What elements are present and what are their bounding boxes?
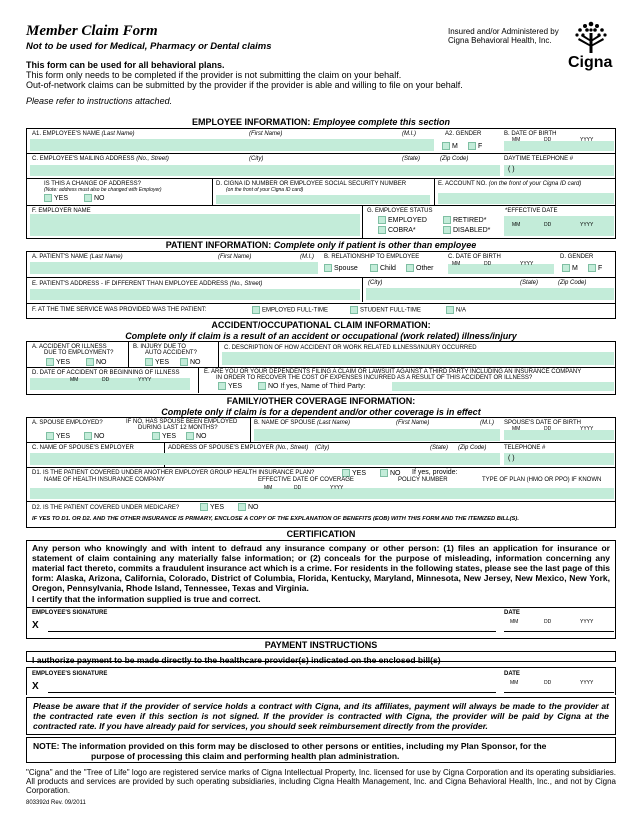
third-party-name-field[interactable] [392, 382, 614, 391]
relationship-spouse[interactable]: Spouse [324, 264, 358, 272]
mi-label: (M.I.) [402, 131, 416, 137]
certification-title: CERTIFICATION [26, 527, 616, 540]
employee-name-label: A1. EMPLOYEE'S NAME (Last Name) [32, 131, 135, 137]
sdob-yyyy: YYYY [580, 426, 594, 432]
first-name-label: (First Name) [249, 131, 283, 137]
patient-address-field[interactable] [30, 289, 360, 300]
mailing-address-label: C. EMPLOYEE'S MAILING ADDRESS (No., Street) [32, 156, 169, 162]
effective-coverage-label: EFFECTIVE DATE OF COVERAGE [258, 477, 354, 483]
third-party-label: E. ARE YOU OR YOUR DEPENDENTS FILING A CLAIM OR LAWSUIT AGAINST A THIRD PARTY INCLUDING AN INSURANCE COMPANY [204, 369, 582, 375]
accident-section-title: ACCIDENT/OCCUPATIONAL CLAIM INFORMATION: Complete only if claim is a result of an accident or occupational (work related) illness/injury [26, 318, 616, 341]
effective-date-label: *EFFECTIVE DATE [505, 208, 558, 214]
accident-b-label-2: AUTO ACCIDENT? [145, 350, 197, 356]
gender-m[interactable]: M [442, 142, 458, 150]
sdob-dd: DD [544, 426, 552, 432]
acc-yyyy: YYYY [138, 377, 152, 383]
signature-label: EMPLOYEE'S SIGNATURE [32, 610, 108, 616]
pay-mm: MM [510, 680, 519, 686]
gender-f[interactable]: F [468, 142, 482, 150]
cov-dd: DD [294, 485, 302, 491]
patient-dob-field[interactable] [448, 264, 554, 274]
patient-city-field[interactable] [366, 288, 614, 300]
zip-label: (Zip Code) [440, 156, 469, 162]
patient-state-label: (State) [520, 280, 539, 286]
pay-dd: DD [544, 680, 552, 686]
patient-gender-label: D. GENDER [560, 254, 594, 260]
status-cobra[interactable]: COBRA* [378, 226, 416, 234]
change-address-no[interactable]: NO [84, 194, 105, 202]
accident-b-yes[interactable]: YES [145, 358, 169, 366]
tree-of-life-icon [566, 18, 616, 58]
policy-number-label: POLICY NUMBER [398, 477, 448, 483]
cov-mm: MM [264, 485, 273, 491]
family-section-title: FAMILY/OTHER COVERAGE INFORMATION: Complete only if claim is for a dependent and/or other coverage is in effect [26, 394, 616, 417]
accident-date-label: D. DATE OF ACCIDENT OR BEGINNING OF ILLNESS [32, 370, 180, 376]
spouse-name-field[interactable] [254, 429, 500, 441]
spouse-dob-field[interactable] [504, 430, 614, 440]
account-label: E. ACCOUNT NO. (on the front of your Cigna ID card) [438, 181, 582, 187]
form-subtitle: Not to be used for Medical, Pharmacy or Dental claims [26, 41, 272, 52]
accident-description-label: C. DESCRIPTION OF HOW ACCIDENT OR WORK RELATED ILLNESS/INJURY OCCURRED [224, 345, 477, 351]
accident-a-yes[interactable]: YES [46, 358, 70, 366]
pdob-yyyy: YYYY [520, 261, 534, 267]
patient-gender-m[interactable]: M [562, 264, 578, 272]
patient-gender-f[interactable]: F [588, 264, 602, 272]
dob-mm: MM [512, 137, 521, 143]
cigna-logo [566, 18, 616, 73]
certify-statement: I certify that the information supplied is true and correct. [32, 594, 261, 604]
note-line-2: purpose of processing this claim and performing health plan administration. [91, 751, 400, 761]
relationship-label: B. RELATIONSHIP TO EMPLOYEE [324, 254, 420, 260]
spouse-employed-label: A. SPOUSE EMPLOYED? [32, 420, 103, 426]
patient-status-label: F. AT THE TIME SERVICE WAS PROVIDED WAS THE PATIENT: [32, 307, 207, 313]
spouse-mi-label: (M.I.) [480, 420, 494, 426]
se-phone-paren: ( ) [508, 455, 515, 462]
phone-label: DAYTIME TELEPHONE # [504, 156, 574, 162]
employee-name-field[interactable] [30, 139, 434, 151]
sdob-mm: MM [512, 426, 521, 432]
spouse-employer-field[interactable] [30, 453, 500, 465]
phone-field[interactable] [504, 165, 614, 176]
acc-dd: DD [102, 377, 110, 383]
employer-name-field[interactable] [30, 214, 360, 236]
other-coverage-label: D1. IS THE PATIENT COVERED UNDER ANOTHER EMPLOYER GROUP HEALTH INSURANCE PLAN? [32, 470, 315, 476]
spouse-employer-label: C. NAME OF SPOUSE'S EMPLOYER [32, 445, 134, 451]
intro-line-2: Out-of-network claims can be submitted by the provider if the provider is able and willing to file on your behalf. [26, 80, 463, 90]
status-disabled[interactable]: DISABLED* [443, 226, 490, 234]
spouse-employed-no[interactable]: NO [84, 432, 105, 440]
pay-yyyy: YYYY [580, 680, 594, 686]
legal-footer: "Cigna" and the "Tree of Life" logo are registered service marks of Cigna Intellectual Property, Inc. licensed for use by Cigna Corporation and its operating subsidiaries. All products and services are provided by such operating subsidiaries, including Cigna Health Management, Inc. and Cigna Behavioral Health, Inc., and not by Cigna Corporation. [26, 768, 616, 795]
city-label: (City) [249, 156, 264, 162]
payment-authorization: I authorize payment to be made directly to the healthcare provider(s) indicated on the enclosed bill(s) [32, 655, 441, 665]
patient-section-title: PATIENT INFORMATION: Complete only if patient is other than employee [26, 238, 616, 251]
accident-date-field[interactable] [30, 378, 190, 390]
warning-text: Please be aware that if the provider of service holds a contract with Cigna, and its affiliates, payment will always be made to the provider at the contracted rate even if this section is not signed. If the provider is contracted with Cigna, the provider will be paid by Cigna at the contracted rate. If you have already paid for services, you should seek reimbursement directly from the provider. [33, 701, 609, 731]
relationship-child[interactable]: Child [370, 264, 396, 272]
patient-city-label: (City) [368, 280, 383, 286]
pdob-mm: MM [452, 261, 461, 267]
spouse-12mo-yes[interactable]: YES [152, 432, 176, 440]
warning-box [26, 697, 616, 735]
spouse-name-label: B. NAME OF SPOUSE (Last Name) [254, 420, 351, 426]
accident-a-no[interactable]: NO [86, 358, 107, 366]
signature-line[interactable] [48, 631, 496, 632]
eff-dd: DD [544, 222, 552, 228]
patient-student-ft[interactable]: STUDENT FULL-TIME [350, 306, 421, 315]
patient-dob-label: C. DATE OF BIRTH [448, 254, 501, 260]
accident-description-field[interactable] [222, 352, 614, 365]
patient-na[interactable]: N/A [446, 306, 466, 315]
change-address-label: IS THIS A CHANGE OF ADDRESS? [44, 181, 141, 187]
third-party-no[interactable]: NO If yes, Name of Third Party: [258, 382, 366, 390]
se-zip-label: (Zip Code) [458, 445, 487, 451]
sig-yyyy: YYYY [580, 619, 594, 625]
change-address-yes[interactable]: YES [44, 194, 68, 202]
intro-bold: This form can be used for all behavioral plans. [26, 60, 225, 70]
relationship-other[interactable]: Other [406, 264, 434, 272]
dob-dd: DD [544, 137, 552, 143]
cigna-id-field[interactable] [216, 195, 430, 204]
change-address-note: (Note: address must also be changed with Employer) [44, 187, 162, 193]
mailing-address-field[interactable] [30, 165, 500, 176]
eob-note: IF YES TO D1. OR D2. AND THE OTHER INSURANCE IS PRIMARY, ENCLOSE A COPY OF THE EXPLANATION OF BENEFITS (EOB) WITH THIS FORM AND THE ITEMIZED BILL(S). [32, 516, 519, 522]
spouse-employer-address-label: ADDRESS OF SPOUSE'S EMPLOYER (No., Street) (City) [168, 445, 330, 451]
medicare-label: D2. IS THE PATIENT COVERED UNDER MEDICARE? [32, 505, 180, 511]
note-box [26, 737, 616, 763]
signature-date-line[interactable] [504, 631, 614, 632]
other-coverage-yes[interactable]: YES [342, 469, 366, 477]
employee-section-title: EMPLOYEE INFORMATION: Employee complete this section [26, 116, 616, 128]
medicare-yes[interactable]: YES [200, 503, 224, 511]
medicare-no[interactable]: NO [238, 503, 259, 511]
patient-address-label: E. PATIENT'S ADDRESS - IF DIFFERENT THAN EMPLOYEE ADDRESS (No., Street) [32, 281, 263, 287]
dob-yyyy: YYYY [580, 137, 594, 143]
sig-mm: MM [510, 619, 519, 625]
accident-b-no[interactable]: NO [180, 358, 201, 366]
spouse-employer-phone-label: TELEPHONE # [504, 445, 546, 451]
payment-title: PAYMENT INSTRUCTIONS [26, 638, 616, 651]
spouse-employed-q1: IF NO, HAS SPOUSE BEEN EMPLOYED [126, 419, 238, 425]
dob-label: B. DATE OF BIRTH [504, 131, 557, 137]
third-party-label-2: IN ORDER TO RECOVER THE COST OF EXPENSES INCURRED AS A RESULT OF THIS ACCIDENT OR ILLNESS? [216, 375, 533, 381]
eff-mm: MM [512, 222, 521, 228]
certification-text: Any person who knowingly and with intent to defraud any insurance company or other person: (1) files an application for insurance or statement of claim containing any materially false information; or (2) conceals for the purpose of misleading, information concerning any material fact thereto, commits a fraudulent insurance act which is a crime. For residents in the following states, please see the last page of this form: Alaska, Arizona, California, Colorado, District of Columbia, Florida, Kentucky, Maryland, Minnesota, New Jersey, New Mexico, New York, Oregon, Pennsylvania, Rhode Island, Tennessee, Texas and Virginia. [32, 543, 610, 593]
patient-zip-label: (Zip Code) [558, 280, 587, 286]
signature-date-label: DATE [504, 610, 520, 616]
payment-date-label: DATE [504, 671, 520, 677]
cigna-wordmark: Cigna [568, 54, 613, 71]
employer-name-label: F. EMPLOYER NAME [32, 208, 91, 214]
third-party-yes[interactable]: YES [218, 382, 242, 390]
patient-first-label: (First Name) [218, 254, 252, 260]
sig-dd: DD [544, 619, 552, 625]
acc-mm: MM [70, 377, 79, 383]
status-retired[interactable]: RETIRED* [443, 216, 486, 224]
phone-paren: ( ) [508, 166, 515, 173]
pdob-dd: DD [484, 261, 492, 267]
spouse-employed-q2: DURING LAST 12 MONTHS? [138, 425, 218, 431]
eff-yyyy: YYYY [580, 222, 594, 228]
patient-employed-ft[interactable]: EMPLOYED FULL-TIME [252, 306, 328, 315]
other-coverage-field[interactable] [30, 488, 614, 499]
spouse-dob-label: SPOUSE'S DATE OF BIRTH [504, 420, 581, 426]
administrator-text: Insured and/or Administered by Cigna Behavioral Health, Inc. [448, 27, 559, 45]
account-field[interactable] [438, 193, 614, 204]
cigna-id-label: D. CIGNA ID NUMBER OR EMPLOYEE SOCIAL SECURITY NUMBER [216, 181, 407, 187]
patient-name-label: A. PATIENT'S NAME (Last Name) [32, 254, 123, 260]
payment-date-line[interactable] [504, 692, 614, 693]
patient-mi-label: (M.I.) [300, 254, 314, 260]
spouse-employer-phone-field[interactable] [504, 453, 614, 465]
cigna-id-note: (on the front of your Cigna ID card) [226, 187, 304, 193]
signature-x: X [32, 620, 39, 631]
payment-signature-label: EMPLOYEE'S SIGNATURE [32, 671, 108, 677]
dob-field[interactable] [504, 141, 614, 151]
spouse-first-label: (First Name) [396, 420, 430, 426]
note-line-1: NOTE: The information provided on this form may be disclosed to other persons or entities, including my Plan Sponsor, for the [33, 741, 547, 751]
payment-signature-line[interactable] [48, 692, 496, 693]
form-code: 803392d Rev. 09/2011 [26, 800, 86, 806]
form-title: Member Claim Form [26, 23, 158, 39]
payment-signature-x: X [32, 681, 39, 692]
state-label: (State) [402, 156, 421, 162]
spouse-12mo-no[interactable]: NO [186, 432, 207, 440]
plan-type-label: TYPE OF PLAN (HMO OR PPO) IF KNOWN [482, 477, 602, 483]
employee-status-label: G. EMPLOYEE STATUS [367, 208, 433, 214]
accident-a-label-2: DUE TO EMPLOYMENT? [44, 350, 114, 356]
gender-label: A2. GENDER [445, 131, 482, 137]
patient-name-field[interactable] [30, 262, 318, 274]
if-yes-label: If yes, provide: [412, 469, 458, 476]
intro-line-3: Please refer to instructions attached. [26, 96, 173, 106]
accident-a-label: A. ACCIDENT OR ILLNESS [32, 344, 107, 350]
cov-yyyy: YYYY [330, 485, 344, 491]
other-coverage-no[interactable]: NO [380, 469, 401, 477]
spouse-employed-yes[interactable]: YES [46, 432, 70, 440]
effective-date-field[interactable] [504, 216, 614, 236]
insurance-company-label: NAME OF HEALTH INSURANCE COMPANY [44, 477, 165, 483]
se-state-label: (State) [430, 445, 449, 451]
intro-line-1: This form only needs to be completed if the provider is not submitting the claim on your behalf. [26, 70, 402, 80]
status-employed[interactable]: EMPLOYED [378, 216, 427, 224]
accident-b-label: B. INJURY DUE TO [133, 344, 186, 350]
